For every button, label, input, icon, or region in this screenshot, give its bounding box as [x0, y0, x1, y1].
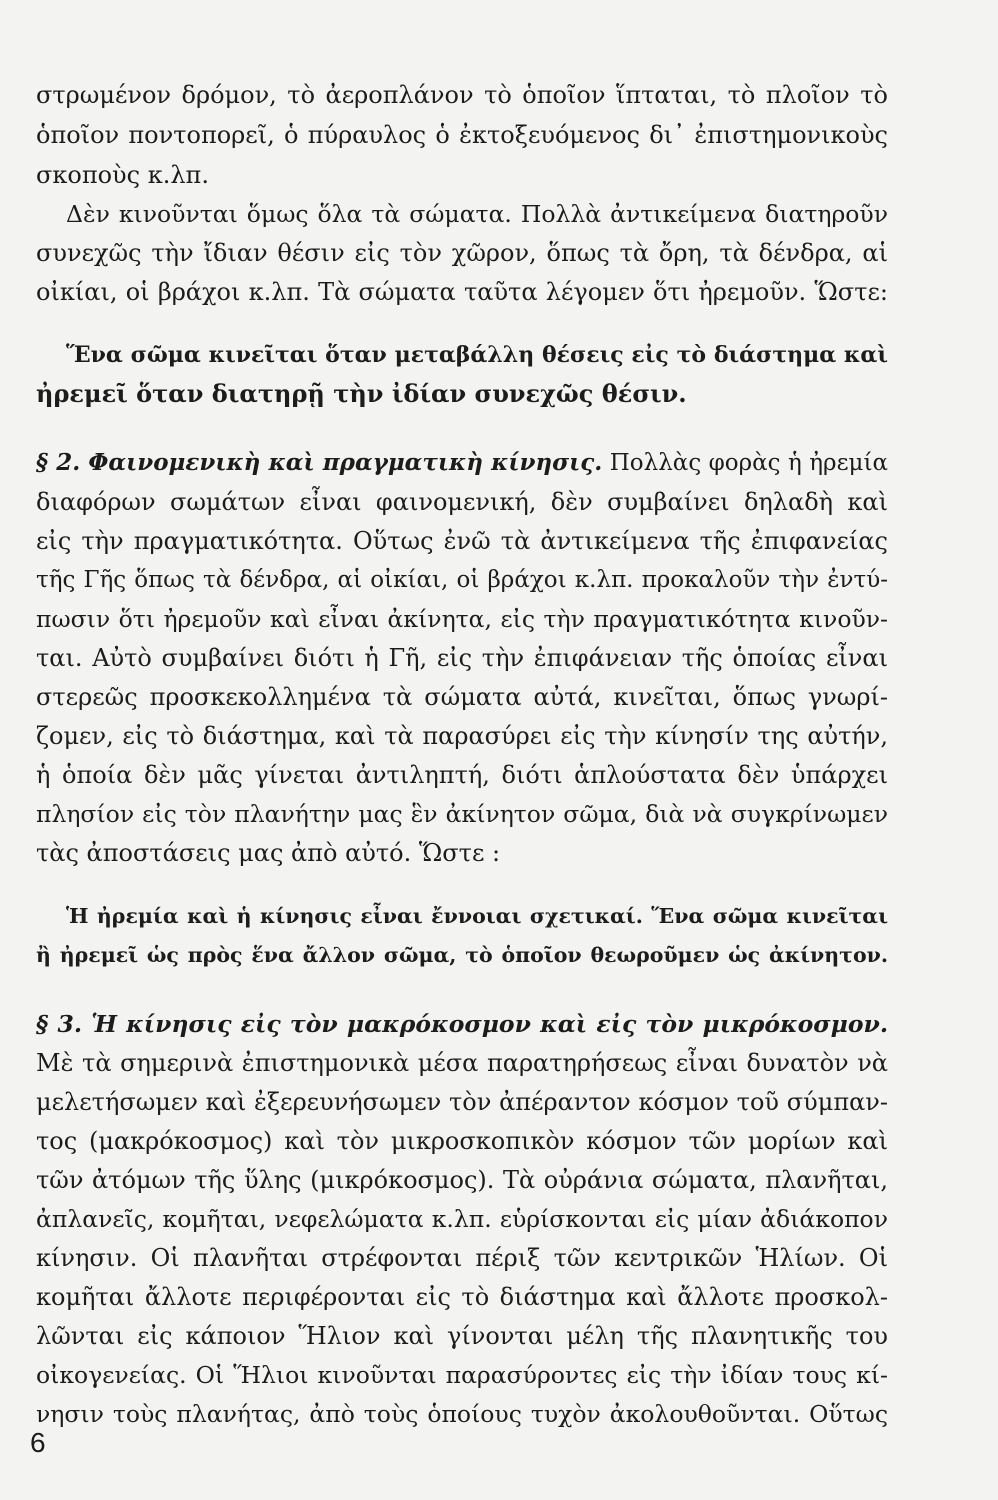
text-line: διαφόρων σωμάτων εἶναι φαινομενική, δὲν συμβαίνει δηλαδὴ καὶ [36, 488, 888, 516]
text-line: πωσιν ὅτι ἠρεμοῦν καὶ εἶναι ἀκίνητα, εἰς τὴν πραγματικότητα κινοῦν- [36, 605, 888, 633]
rule-line: Ἡ ἠρεμία καὶ ἡ κίνησις εἶναι ἔννοιαι σχετικαί. Ἕνα σῶμα κινεῖται [66, 904, 888, 928]
text-line: οἰκογενείας. Οἱ Ἥλιοι κινοῦνται παρασύροντες εἰς τὴν ἰδίαν τους κί- [36, 1361, 888, 1389]
text-line: στερεῶς προσκεκολλημένα τὰ σώματα αὐτά, κινεῖται, ὅπως γνωρί- [36, 683, 888, 711]
text-line: τῶν ἀτόμων τῆς ὕλης (μικρόκοσμος). Τὰ οὐράνια σώματα, πλανῆται, [36, 1166, 888, 1194]
text-line: πλησίον εἰς τὸν πλανήτην μας ἓν ἀκίνητον σῶμα, διὰ νὰ συγκρίνωμεν [36, 800, 888, 828]
text-line: Μὲ τὰ σημερινὰ ἐπιστημονικὰ μέσα παρατηρήσεως εἶναι δυνατὸν νὰ [36, 1049, 888, 1077]
section-heading: § 2. Φαινομενικὴ καὶ πραγματικὴ κίνησις. [36, 449, 603, 476]
text-line: τῆς Γῆς ὅπως τὰ δένδρα, αἱ οἰκίαι, οἱ βράχοι κ.λπ. προκαλοῦν τὴν ἐντύ- [36, 567, 888, 593]
text-line: λῶνται εἰς κάποιον Ἥλιον καὶ γίνονται μέλη τῆς πλανητικῆς του [36, 1322, 888, 1350]
text-line: στρωμένον δρόμον, τὸ ἀεροπλάνον τὸ ὁποῖον ἵπταται, τὸ πλοῖον τὸ [36, 81, 888, 109]
section-2-first-line [36, 445, 888, 481]
text-line: ζομεν, εἰς τὸ διάστημα, καὶ τὰ παρασύρει εἰς τὴν κίνησίν της αὐτήν, [36, 722, 888, 750]
rule-line: Ἕνα σῶμα κινεῖται ὅταν μεταβάλλη θέσεις εἰς τὸ διάστημα καὶ [66, 342, 888, 368]
text-line: ται. Αὐτὸ συμβαίνει διότι ἡ Γῆ, εἰς τὴν ἐπιφάνειαν τῆς ὁποίας εἶναι [36, 644, 888, 672]
text-line: ἡ ὁποία δὲν μᾶς γίνεται ἀντιληπτή, διότι ἁπλούστατα δὲν ὑπάρχει [36, 761, 888, 789]
text-line: ὁποῖον ποντοπορεῖ, ὁ πύραυλος ὁ ἐκτοξευόμενος δι᾽ ἐπιστημονικοὺς [36, 121, 888, 149]
text-line: συνεχῶς τὴν ἴδιαν θέσιν εἰς τὸν χῶρον, ὅπως τὰ ὄρη, τὰ δένδρα, αἱ [36, 239, 888, 267]
text-line: κομῆται ἄλλοτε περιφέρονται εἰς τὸ διάστημα καὶ ἄλλοτε προσκολ- [36, 1283, 888, 1311]
text-line: Δὲν κινοῦνται ὅμως ὅλα τὰ σώματα. Πολλὰ ἀντικείμενα διατηροῦν [66, 200, 888, 228]
text-line: τος (μακρόκοσμος) καὶ τὸν μικροσκοπικὸν κόσμον τῶν μορίων καὶ [36, 1127, 888, 1155]
text-line: τὰς ἀποστάσεις μας ἀπὸ αὐτό. Ὥστε : [36, 839, 501, 867]
text-line: μελετήσωμεν καὶ ἐξερευνήσωμεν τὸν ἀπέραντον κόσμον τοῦ σύμπαν- [36, 1088, 888, 1116]
section-heading: § 3. Ἡ κίνησις εἰς τὸν μακρόκοσμον καὶ εἰς τὸν μικρόκοσμον. [36, 1010, 888, 1038]
text-line: οἰκίαι, οἱ βράχοι κ.λπ. Τὰ σώματα ταῦτα λέγομεν ὅτι ἠρεμοῦν. Ὥστε: [36, 278, 888, 306]
rule-line: ἢ ἠρεμεῖ ὡς πρὸς ἕνα ἄλλον σῶμα, τὸ ὁποῖον θεωροῦμεν ὡς ἀκίνητον. [36, 943, 888, 967]
text-line: εἰς τὴν πραγματικότητα. Οὕτως ἐνῶ τὰ ἀντικείμενα τῆς ἐπιφανείας [36, 527, 888, 555]
text-line: σκοποὺς κ.λπ. [36, 161, 209, 189]
rule-line: ἠρεμεῖ ὅταν διατηρῇ τὴν ἰδίαν συνεχῶς θέσιν. [36, 379, 687, 408]
page-number: 6 [30, 1427, 46, 1458]
text-line: ἀπλανεῖς, κομῆται, νεφελώματα κ.λπ. εὑρίσκονται εἰς μίαν ἀδιάκοπον [36, 1205, 888, 1233]
text-line: νησιν τοὺς πλανήτας, ἀπὸ τοὺς ὁποίους τυχὸν ἀκολουθοῦνται. Οὕτως [36, 1400, 888, 1428]
section-text: Πολλὰς φορὰς ἡ ἠρεμία [602, 450, 888, 476]
text-line: κίνησιν. Οἱ πλανῆται στρέφονται πέριξ τῶν κεντρικῶν Ἡλίων. Οἱ [36, 1244, 888, 1272]
